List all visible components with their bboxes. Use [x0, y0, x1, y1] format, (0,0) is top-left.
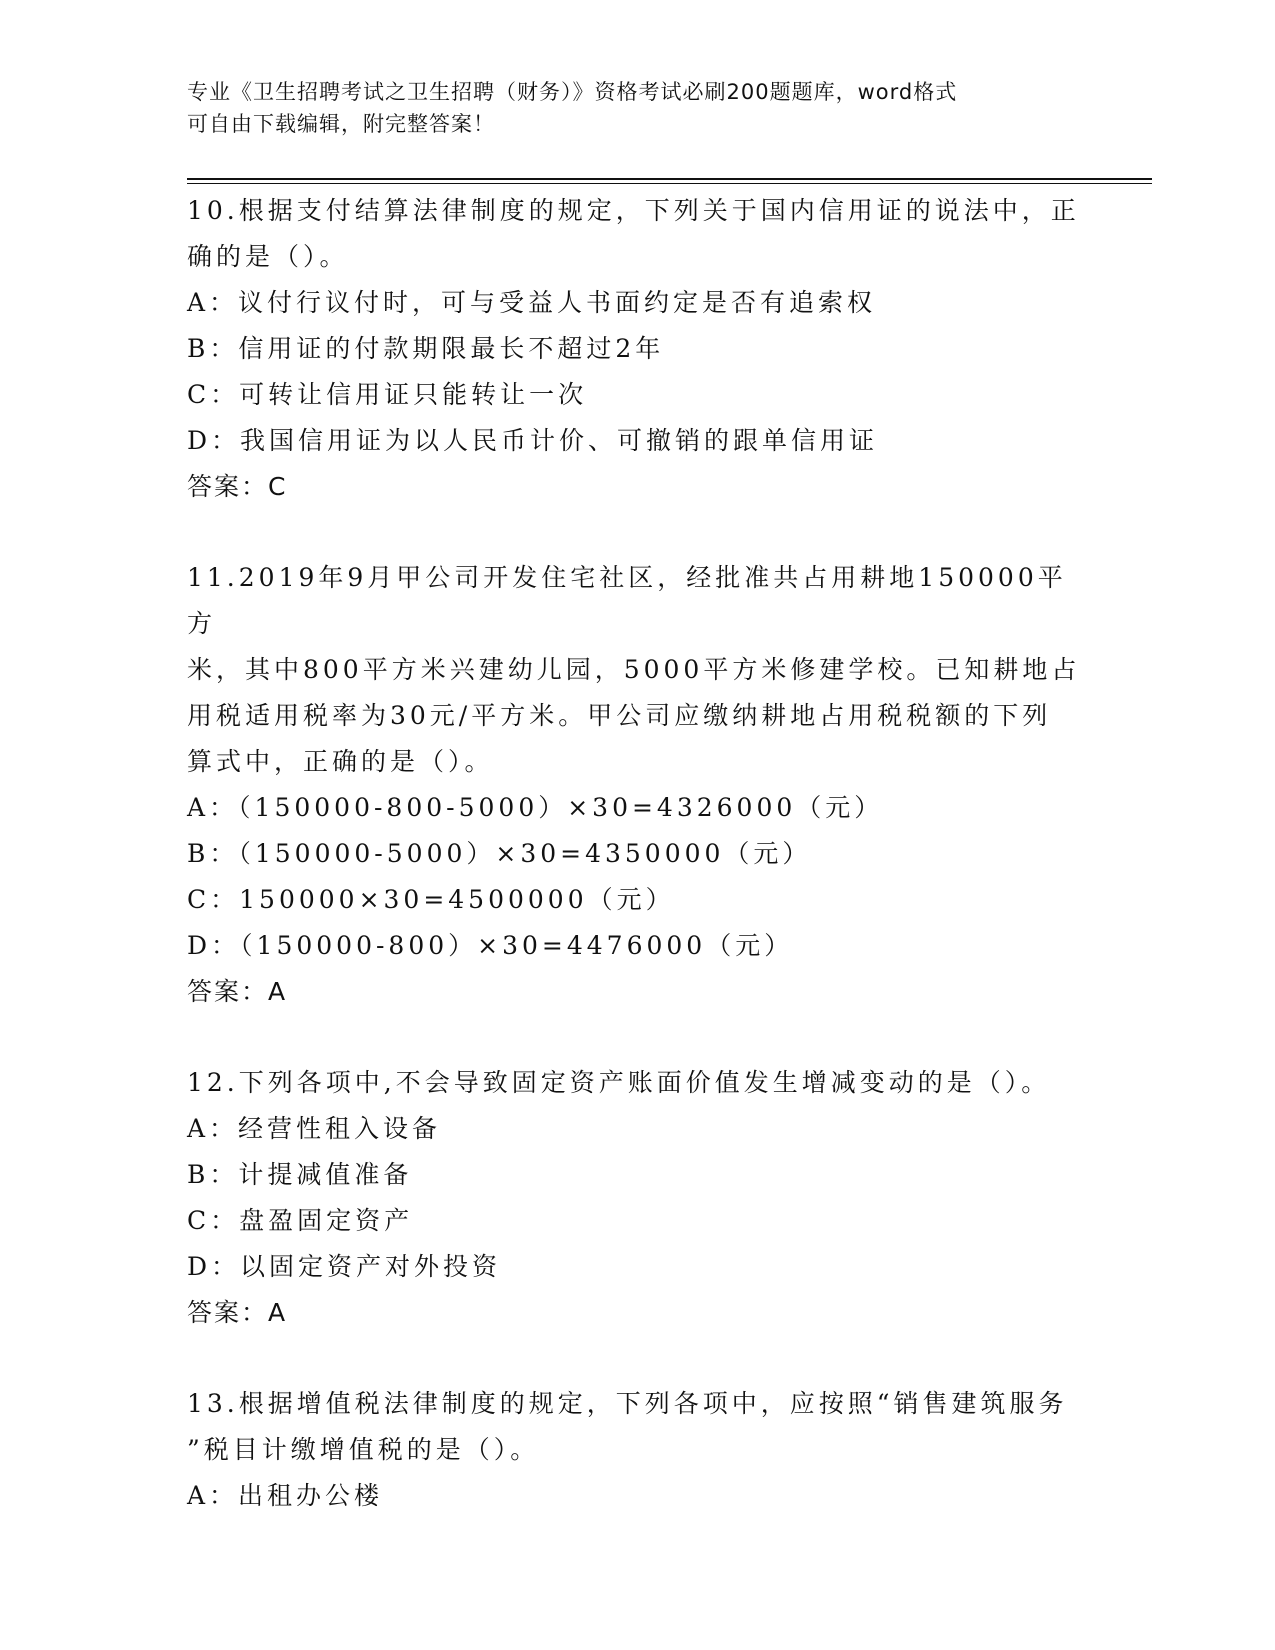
question-13 — [187, 1381, 1087, 1519]
header-divider-thin — [187, 183, 1152, 184]
option-a: A：（150000-800-5000）×30=4326000（元） — [187, 793, 884, 822]
question-stem-line: 10.根据支付结算法律制度的规定，下列关于国内信用证的说法中，正 — [187, 196, 1080, 225]
option-d: D：以固定资产对外投资 — [187, 1252, 502, 1281]
question-stem-line: 13.根据增值税法律制度的规定，下列各项中，应按照“销售建筑服务 — [187, 1389, 1068, 1418]
header-line-1: 专业《卫生招聘考试之卫生招聘（财务）》资格考试必刷200题题库，word格式 — [187, 80, 958, 104]
question-stem-line: 12.下列各项中,不会导致固定资产账面价值发生增减变动的是（）。 — [187, 1068, 1051, 1097]
option-a: A：经营性租入设备 — [187, 1114, 442, 1143]
question-list — [187, 188, 1087, 1564]
option-c: C：150000×30=4500000（元） — [187, 885, 675, 914]
option-d: D：我国信用证为以人民币计价、可撤销的跟单信用证 — [187, 426, 879, 455]
question-stem-line: 确的是（）。 — [187, 242, 349, 271]
question-stem-line: 米，其中800平方米兴建幼儿园，5000平方米修建学校。已知耕地占 — [187, 655, 1081, 684]
question-10 — [187, 188, 1087, 510]
option-a: A：议付行议付时，可与受益人书面约定是否有追索权 — [187, 288, 877, 317]
option-c: C：可转让信用证只能转让一次 — [187, 380, 588, 409]
option-c: C：盘盈固定资产 — [187, 1206, 414, 1235]
question-stem-line: 用税适用税率为30元/平方米。甲公司应缴纳耕地占用税税额的下列 — [187, 701, 1052, 730]
answer-line: 答案：A — [187, 1298, 288, 1327]
option-a: A：出租办公楼 — [187, 1481, 384, 1510]
answer-line: 答案：C — [187, 472, 288, 501]
header-line-2: 可自由下载编辑，附完整答案！ — [187, 112, 495, 136]
option-b: B：信用证的付款期限最长不超过2年 — [187, 334, 665, 363]
header-divider-thick — [187, 178, 1152, 180]
question-stem-line: 11.2019年9月甲公司开发住宅社区，经批准共占用耕地150000平方 — [187, 563, 1067, 638]
question-11 — [187, 555, 1087, 1015]
question-12 — [187, 1060, 1087, 1336]
option-b: B：计提减值准备 — [187, 1160, 413, 1189]
question-stem-line: ”税目计缴增值税的是（）。 — [187, 1435, 540, 1464]
document-header — [187, 76, 1067, 140]
option-d: D：（150000-800）×30=4476000（元） — [187, 931, 794, 960]
option-b: B：（150000-5000）×30=4350000（元） — [187, 839, 812, 868]
question-stem-line: 算式中，正确的是（）。 — [187, 747, 494, 776]
answer-line: 答案：A — [187, 977, 288, 1006]
